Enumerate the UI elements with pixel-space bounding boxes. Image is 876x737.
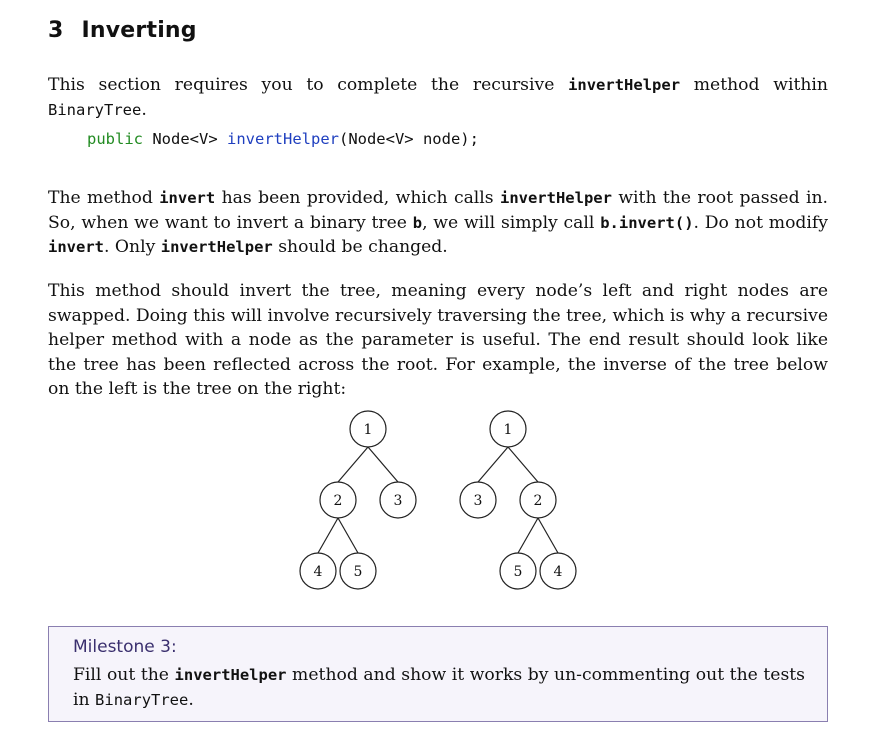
inline-code: invertHelper bbox=[174, 666, 287, 684]
tree-node bbox=[460, 482, 496, 518]
para-text: . Do not modify bbox=[693, 212, 828, 233]
left-tree bbox=[300, 411, 416, 589]
tree-node bbox=[380, 482, 416, 518]
method-description-paragraph bbox=[48, 186, 828, 260]
inline-code: invert bbox=[48, 238, 104, 256]
tree-node bbox=[300, 553, 336, 589]
code-keyword: public bbox=[87, 130, 143, 148]
section-heading bbox=[48, 18, 197, 43]
edge bbox=[338, 447, 368, 482]
tree-node bbox=[540, 553, 576, 589]
code-params: (Node<V> node); bbox=[338, 130, 479, 148]
inline-code: invertHelper bbox=[499, 189, 612, 207]
tree-node bbox=[340, 553, 376, 589]
node-label: 5 bbox=[353, 564, 363, 580]
edge bbox=[318, 518, 338, 553]
intro-text: . bbox=[141, 99, 147, 120]
inline-code: b.invert() bbox=[600, 213, 694, 232]
node-label: 1 bbox=[363, 422, 373, 438]
edge bbox=[478, 447, 508, 482]
node-label: 2 bbox=[333, 493, 343, 509]
edge bbox=[338, 518, 358, 553]
node-label: 3 bbox=[473, 493, 483, 509]
node-label: 4 bbox=[553, 564, 563, 580]
node-label: 2 bbox=[533, 493, 543, 509]
edge bbox=[538, 518, 558, 553]
inversion-explanation-paragraph: This method should invert the tree, meaning every node’s left and right nodes are swapped. Doing this will involve recursively traversing the tree, which is why a recursive helper method with a node as the parameter is useful. The end result should look like the tree has been reflected across the root. For example, the inverse of the tree below on the left is the tree on the right: bbox=[48, 281, 828, 399]
para-text: The method bbox=[48, 188, 160, 208]
tree-node bbox=[320, 482, 356, 518]
section-title: Inverting bbox=[81, 18, 197, 43]
intro-paragraph bbox=[48, 73, 828, 122]
para-text: with the root passed in. So, when we want to invert a binary tree bbox=[48, 188, 828, 233]
tree-node bbox=[350, 411, 386, 447]
edge bbox=[368, 447, 398, 482]
intro-class-code: BinaryTree bbox=[48, 100, 142, 119]
tree-diagram bbox=[0, 400, 876, 600]
milestone-box bbox=[48, 626, 828, 722]
inline-code: BinaryTree bbox=[95, 690, 189, 709]
right-tree bbox=[460, 411, 576, 589]
node-label: 1 bbox=[503, 422, 513, 438]
node-label: 4 bbox=[313, 564, 323, 580]
milestone-text: method and show it works by un-commenting out the tests in bbox=[73, 665, 806, 710]
milestone-text: . bbox=[188, 689, 194, 710]
code-return-type: Node<V> bbox=[143, 130, 227, 148]
para-text: . Only bbox=[104, 237, 161, 257]
para-text: should be changed. bbox=[272, 237, 448, 257]
code-signature bbox=[87, 130, 479, 148]
intro-text: method within bbox=[680, 75, 828, 95]
para-text: , we will simply call bbox=[422, 212, 601, 233]
inline-code: invertHelper bbox=[160, 238, 273, 256]
tree-node bbox=[500, 553, 536, 589]
node-label: 5 bbox=[513, 564, 523, 580]
inline-code: b bbox=[412, 213, 423, 232]
code-function-name: invertHelper bbox=[227, 130, 339, 148]
section-number: 3 bbox=[48, 18, 64, 43]
milestone-text: Fill out the bbox=[73, 665, 175, 685]
para-text: has been provided, which calls bbox=[215, 188, 500, 208]
edge bbox=[518, 518, 538, 553]
milestone-title: Milestone 3: bbox=[73, 637, 177, 657]
tree-node bbox=[520, 482, 556, 518]
intro-method-code: invertHelper bbox=[568, 76, 681, 94]
inline-code: invert bbox=[159, 189, 216, 207]
milestone-body bbox=[73, 663, 805, 712]
node-label: 3 bbox=[393, 493, 403, 509]
edge bbox=[508, 447, 538, 482]
intro-text: This section requires you to complete the recursive bbox=[48, 75, 569, 95]
tree-node bbox=[490, 411, 526, 447]
